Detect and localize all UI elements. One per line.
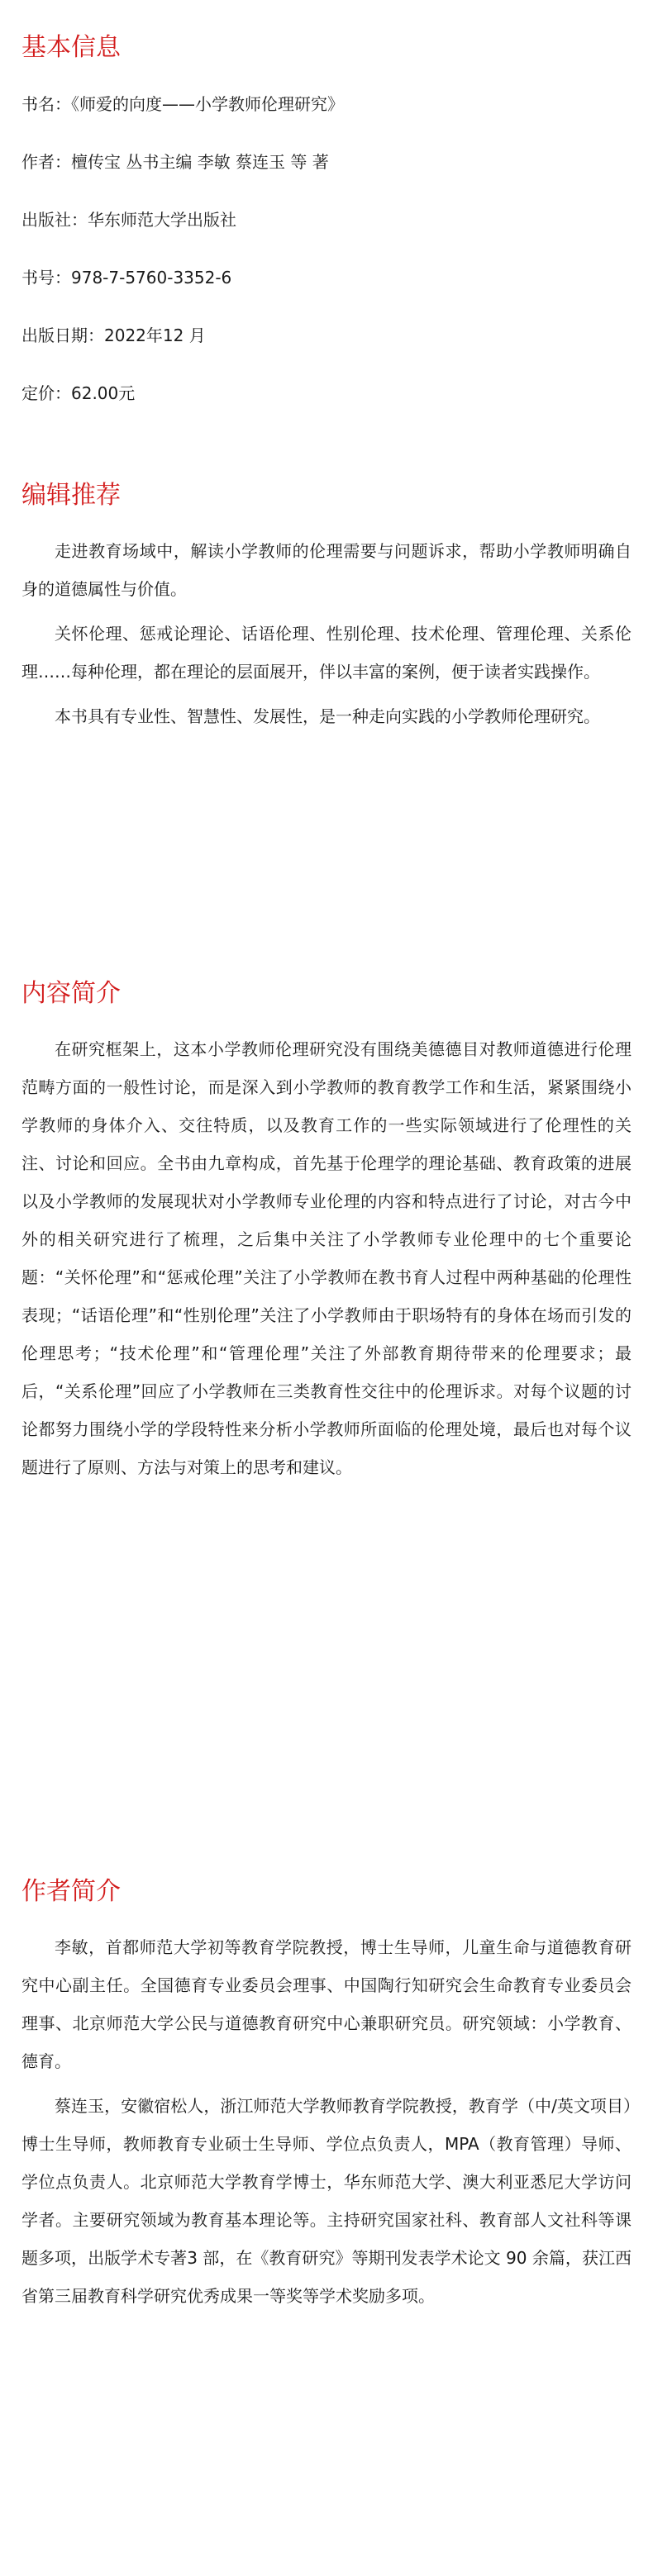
book-title-row: 书名：《师爱的向度——小学教师伦理研究》	[21, 94, 344, 114]
content-intro-body	[21, 1030, 632, 1486]
editor-recommendation-section	[21, 479, 632, 735]
author-intro-body	[21, 1928, 632, 2315]
publish-date-row: 出版日期：2022年12 月	[21, 326, 206, 345]
author-intro-heading: 作者简介	[21, 1877, 121, 1906]
basic-info-heading: 基本信息	[21, 33, 121, 62]
editor-recommendation-heading: 编辑推荐	[21, 481, 121, 510]
editor-recommendation-paragraph: 走进教育场域中，解读小学教师的伦理需要与问题诉求，帮助小学教师明确自身的道德属性与价值。	[21, 541, 632, 599]
author-intro-section	[21, 1875, 632, 2315]
editor-recommendation-paragraph: 本书具有专业性、智慧性、发展性，是一种走向实践的小学教师伦理研究。	[55, 706, 600, 726]
content-intro-heading: 内容简介	[21, 979, 121, 1008]
editor-recommendation-body	[21, 532, 632, 735]
publisher-row: 出版社：华东师范大学出版社	[21, 210, 236, 230]
basic-info-section	[21, 31, 632, 406]
content-intro-paragraph: 在研究框架上，这本小学教师伦理研究没有围绕美德德目对教师道德进行伦理范畴方面的一般性讨论，而是深入到小学教师的教育教学工作和生活，紧紧围绕小学教师的身体介入、交往特质，以及教育工作的一些实际领域进行了伦理性的关注、讨论和回应。全书由九章构成，首先基于伦理学的理论基础、教育政策的进展以及小学教师的发展现状对小学教师专业伦理的内容和特点进行了讨论，对古今中外的相关研究进行了梳理，之后集中关注了小学教师专业伦理中的七个重要论题：“关怀伦理”和“惩戒伦理”关注了小学教师在教书育人过程中两种基础的伦理性表现；“话语伦理”和“性别伦理”关注了小学教师由于职场特有的身体在场而引发的伦理思考；“技术伦理”和“管理伦理”关注了外部教育期待带来的伦理要求；最后，“关系伦理”回应了小学教师在三类教育性交往中的伦理诉求。对每个议题的讨论都努力围绕小学的学段特性来分析小学教师所面临的伦理处境，最后也对每个议题进行了原则、方法与对策上的思考和建议。	[21, 1039, 632, 1477]
basic-info-list	[21, 92, 632, 406]
author-intro-paragraph: 蔡连玉，安徽宿松人，浙江师范大学教师教育学院教授，教育学（中/英文项目）博士生导师，教师教育专业硕士生导师、学位点负责人，MPA（教育管理）导师、学位点负责人。北京师范大学教育学博士，华东师范大学、澳大利亚悉尼大学访问学者。主要研究领域为教育基本理论等。主持研究国家社科、教育部人文社科等课题多项，出版学术专著3 部，在《教育研究》等期刊发表学术论文 90 余篇，获江西省第三届教育科学研究优秀成果一等奖等学术奖励多项。	[21, 2096, 632, 2306]
isbn-row: 书号：978-7-5760-3352-6	[21, 268, 232, 288]
price-row: 定价：62.00元	[21, 383, 136, 403]
author-row: 作者：檀传宝 丛书主编 李敏 蔡连玉 等 著	[21, 152, 329, 172]
content-intro-section	[21, 977, 632, 1486]
editor-recommendation-paragraph: 关怀伦理、惩戒论理论、话语伦理、性别伦理、技术伦理、管理伦理、关系伦理……每种伦理，都在理论的层面展开，伴以丰富的案例，便于读者实践操作。	[21, 624, 632, 682]
author-intro-paragraph: 李敏，首都师范大学初等教育学院教授，博士生导师，儿童生命与道德教育研究中心副主任。全国德育专业委员会理事、中国陶行知研究会生命教育专业委员会理事、北京师范大学公民与道德教育研究中心兼职研究员。研究领域：小学教育、德育。	[21, 1937, 632, 2071]
